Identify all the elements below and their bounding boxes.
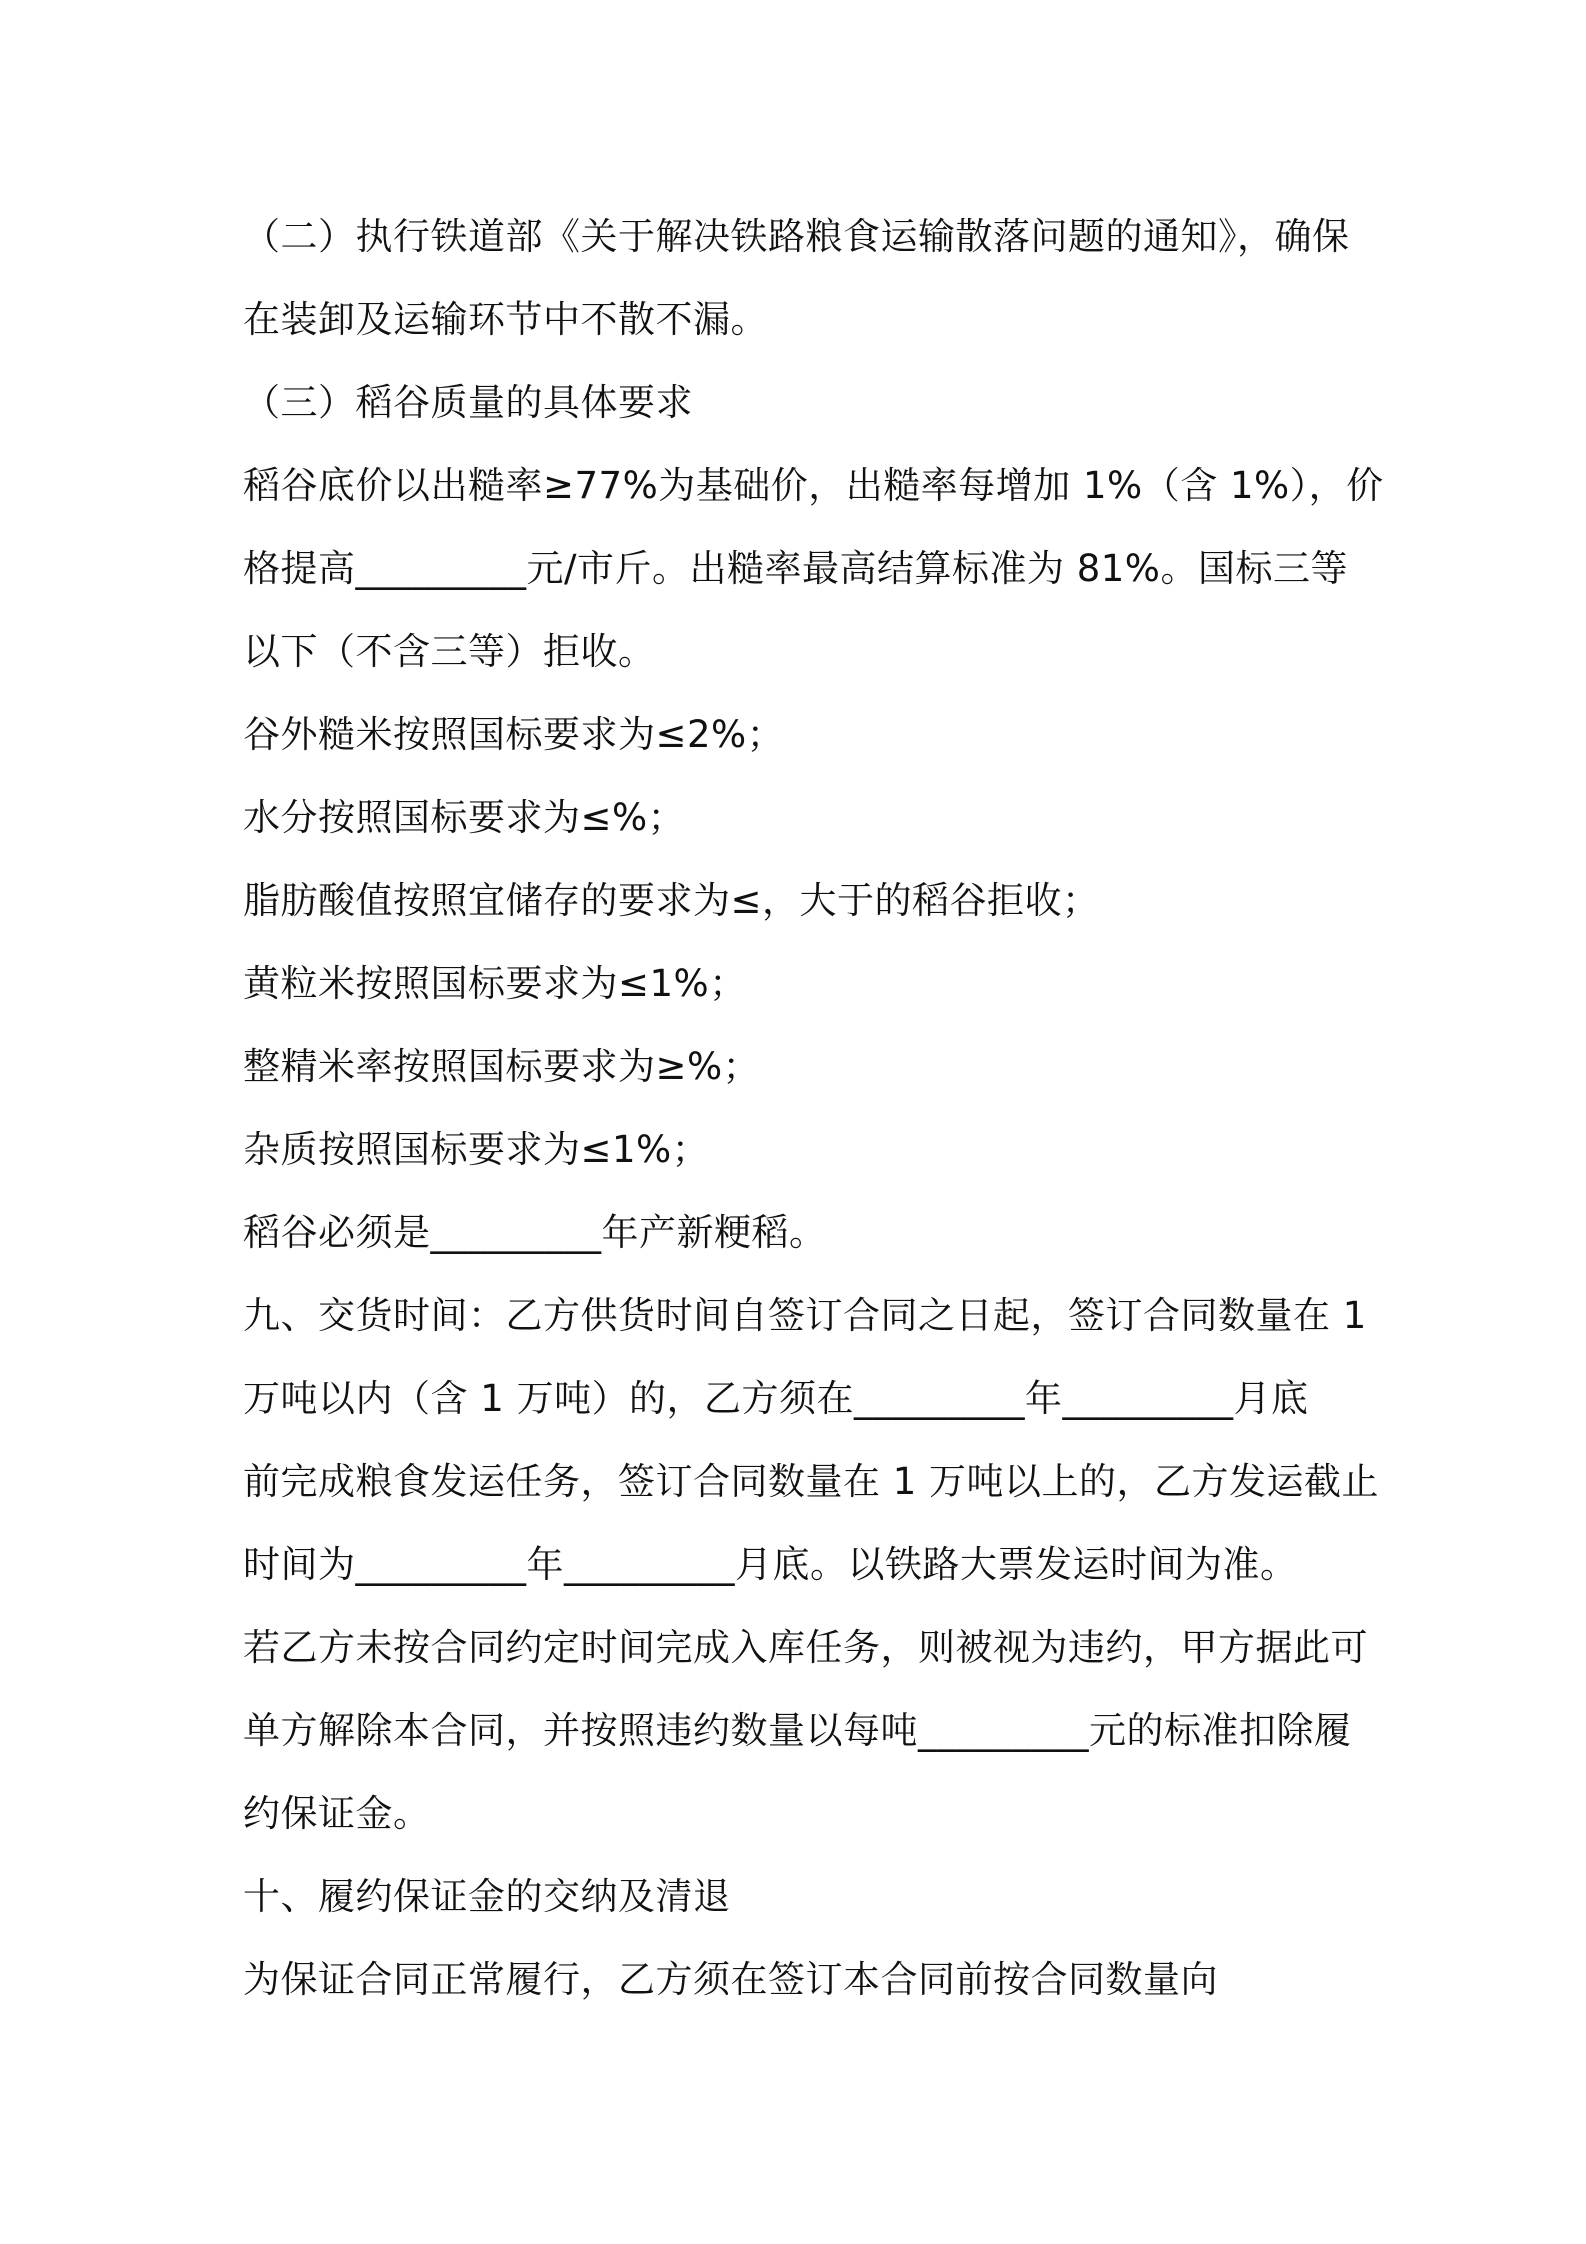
text-line: 整精米率按照国标要求为≥%； [243,1045,761,1088]
text-line: 在装卸及运输环节中不散不漏。 [243,298,768,341]
document-body [243,195,1384,2021]
text-line: 黄粒米按照国标要求为≤1%； [243,962,747,1005]
text-line: 稻谷必须是_________年产新粳稻。 [243,1211,827,1254]
text-line: 杂质按照国标要求为≤1%； [243,1128,710,1171]
section-heading: 十、履约保证金的交纳及清退 [243,1875,731,1918]
section-heading: 九、交货时间：乙方供货时间自签订合同之日起，签订合同数量在 1 [243,1294,1367,1337]
text-line: 以下（不含三等）拒收。 [243,630,656,673]
text-line: 万吨以内（含 1 万吨）的，乙方须在_________年_________月底 [243,1377,1309,1420]
text-line: 前完成粮食发运任务，签订合同数量在 1 万吨以上的，乙方发运截止 [243,1460,1380,1503]
text-line: 稻谷底价以出糙率≥77%为基础价，出糙率每增加 1%（含 1%），价 [243,464,1384,507]
text-line: 为保证合同正常履行，乙方须在签订本合同前按合同数量向 [243,1958,1218,2001]
text-line: （二）执行铁道部《关于解决铁路粮食运输散落问题的通知》，确保 [243,215,1350,258]
text-line: 格提高_________元/市斤。出糙率最高结算标准为 81%。国标三等 [243,547,1348,590]
text-line: 若乙方未按合同约定时间完成入库任务，则被视为违约，甲方据此可 [243,1626,1368,1669]
section-heading: （三）稻谷质量的具体要求 [243,381,693,424]
text-line: 约保证金。 [243,1792,431,1835]
text-line: 脂肪酸值按照宜储存的要求为≤，大于的稻谷拒收； [243,879,1100,922]
text-line: 谷外糙米按照国标要求为≤2%； [243,713,785,756]
text-line: 水分按照国标要求为≤%； [243,796,686,839]
text-line: 时间为_________年_________月底。以铁路大票发运时间为准。 [243,1543,1298,1586]
text-line: 单方解除本合同，并按照违约数量以每吨_________元的标准扣除履 [243,1709,1352,1752]
